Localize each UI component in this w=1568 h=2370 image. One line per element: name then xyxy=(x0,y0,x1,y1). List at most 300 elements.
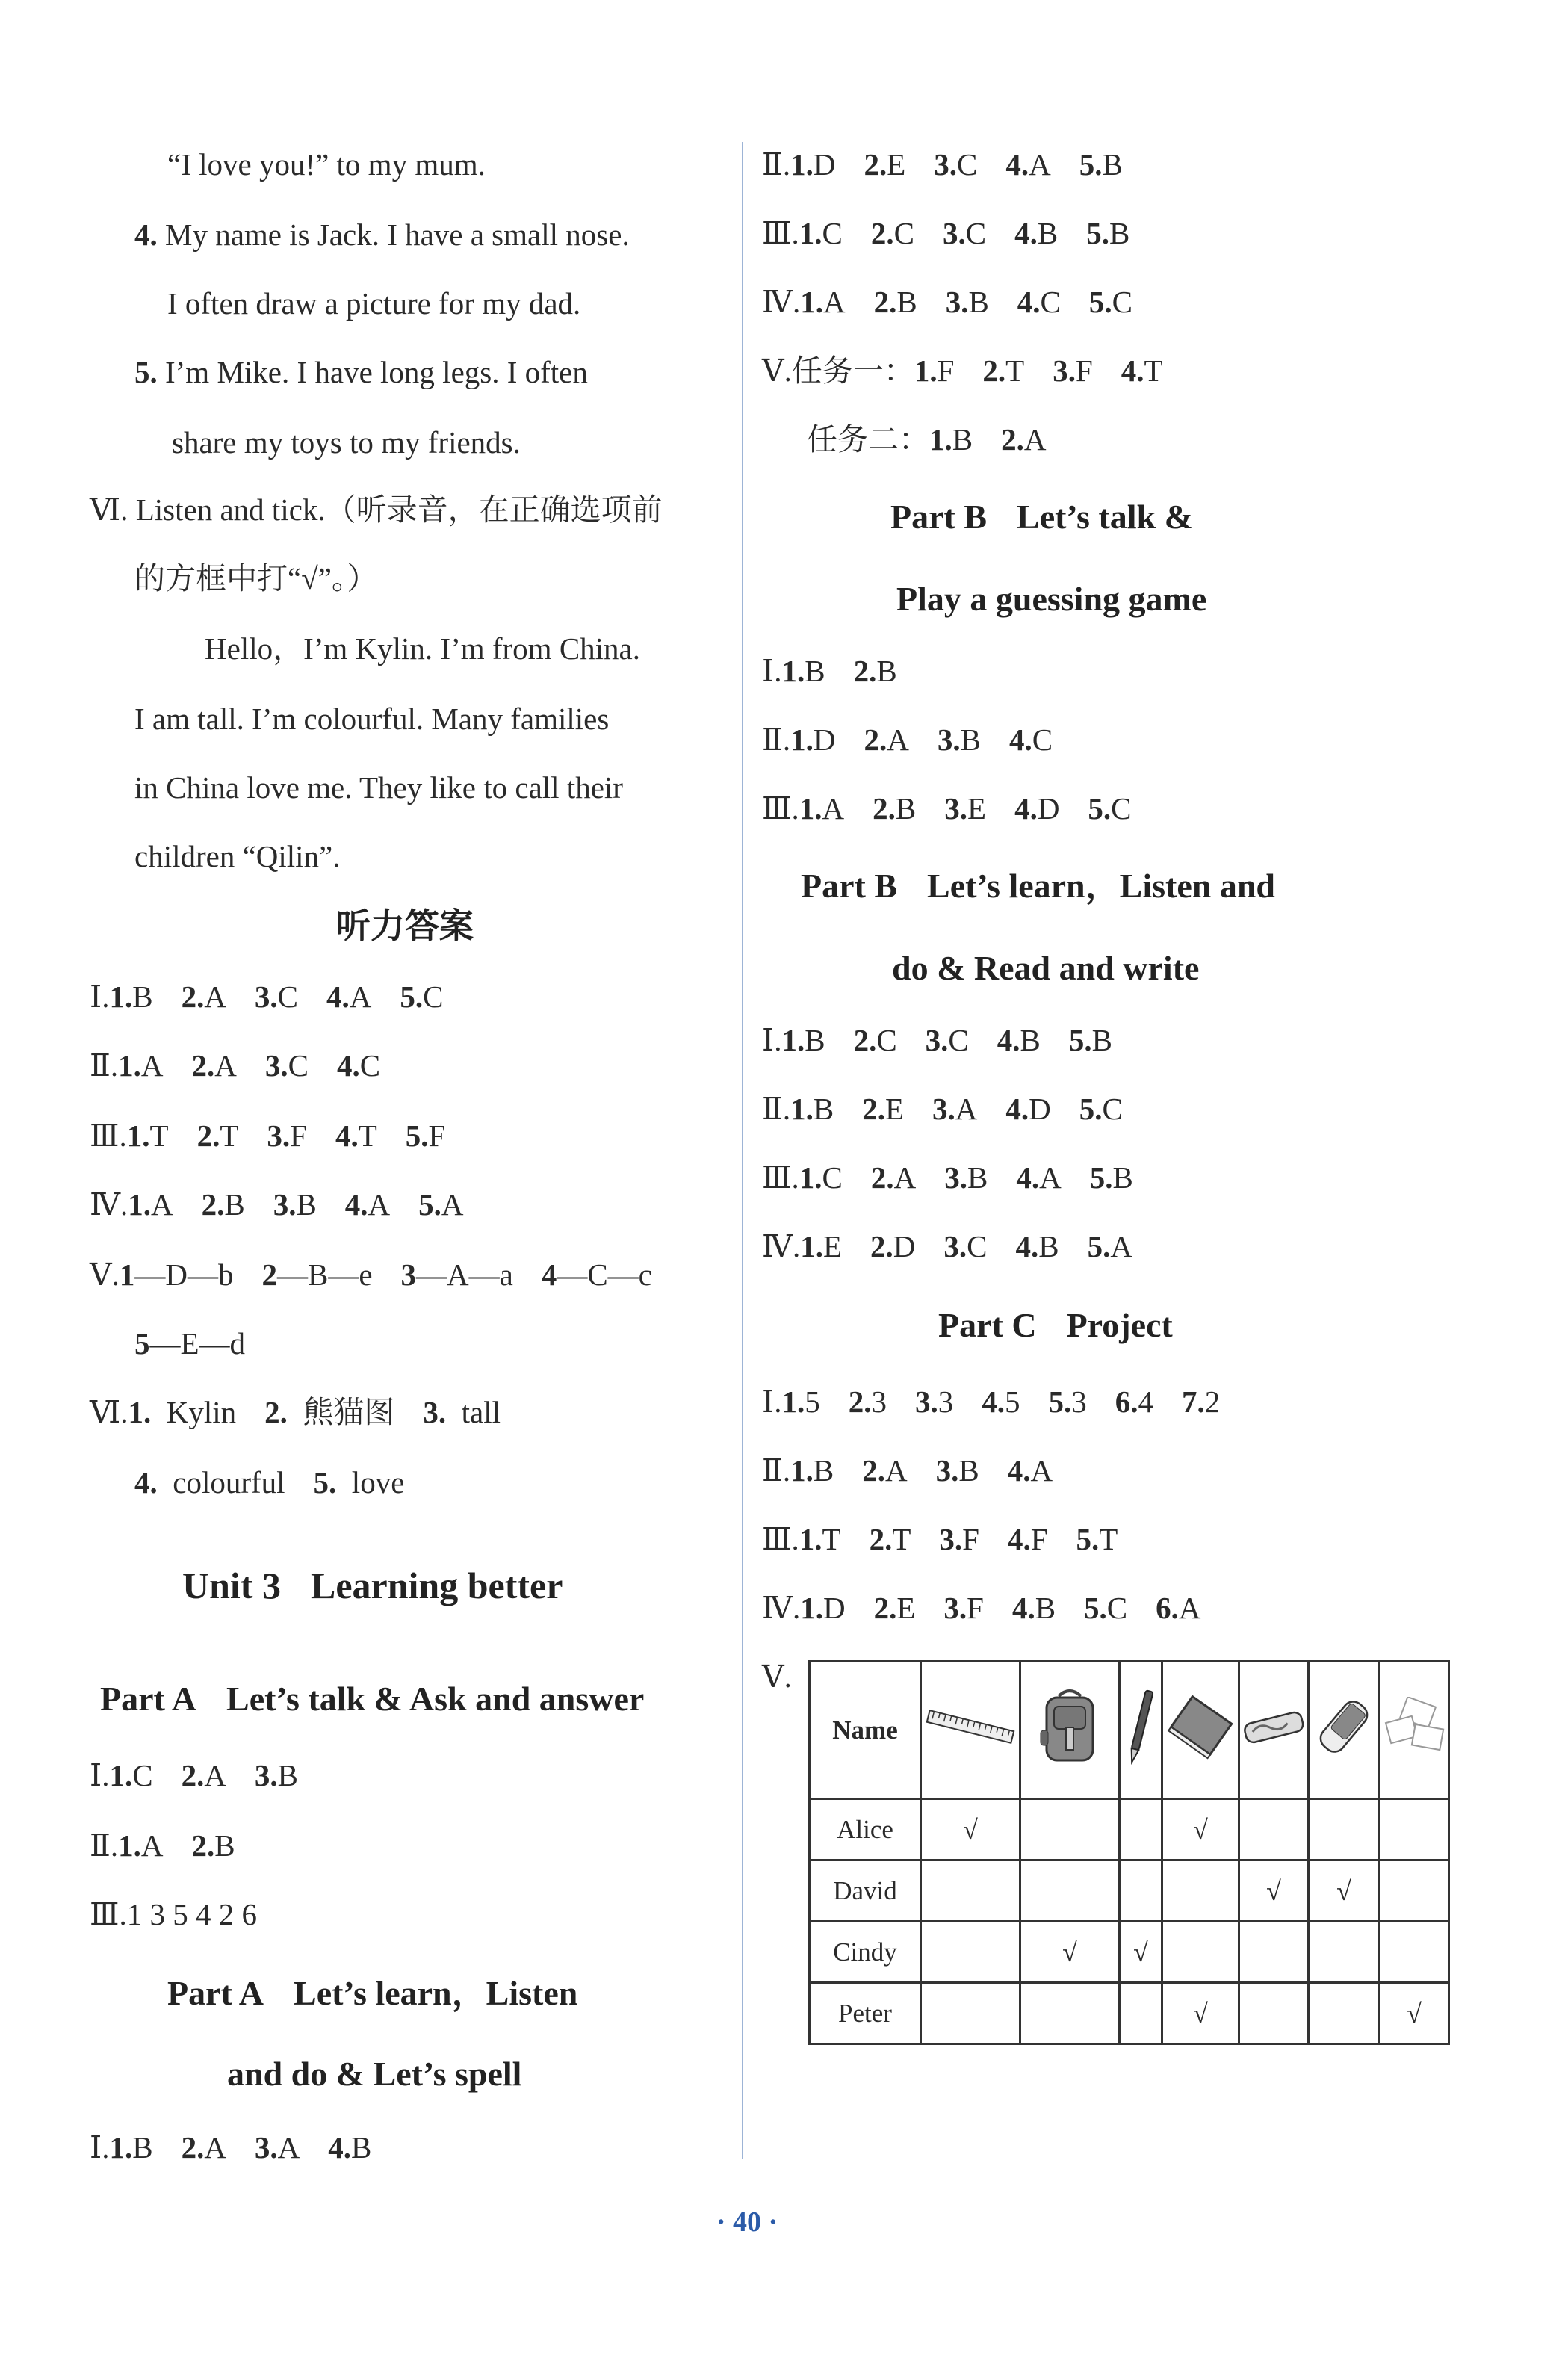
answer-value: 5 xyxy=(1004,1384,1020,1419)
answer-value: C xyxy=(277,980,299,1014)
answer-item xyxy=(1014,212,1058,254)
question-number: 5. xyxy=(405,1119,429,1153)
question-number: 5. xyxy=(400,980,424,1014)
answer-item xyxy=(1012,1587,1056,1629)
answer-item xyxy=(799,212,843,254)
roman-numeral: Ⅰ. xyxy=(762,654,782,688)
answer-item xyxy=(1086,212,1129,254)
answer-value: C xyxy=(1102,1092,1123,1126)
schoolbag-icon xyxy=(1020,1662,1120,1799)
answer-item xyxy=(929,418,973,460)
question-number: 7. xyxy=(1181,1384,1205,1419)
answer-item xyxy=(127,1893,257,1935)
question-number: 4. xyxy=(335,1119,359,1153)
roman-numeral: Ⅳ. xyxy=(90,1187,128,1222)
question-number: 4. xyxy=(1014,216,1038,250)
answer-item xyxy=(1079,1088,1123,1130)
question-number: 3. xyxy=(943,216,966,250)
answer-value: 3 xyxy=(1071,1384,1087,1419)
answer-item xyxy=(1156,1587,1200,1629)
answer-item xyxy=(870,1225,915,1267)
answer-item xyxy=(1005,1088,1050,1130)
answer-item xyxy=(418,1184,463,1225)
answer-item xyxy=(423,1391,501,1433)
roman-numeral: Ⅵ. xyxy=(90,1395,128,1429)
question-number: 5. xyxy=(1079,1092,1103,1126)
question-number: 3. xyxy=(937,723,961,757)
question-number: 5. xyxy=(1088,285,1112,319)
answer-item xyxy=(800,281,845,323)
answer-value: B xyxy=(960,723,981,757)
question-number: 2. xyxy=(862,1092,885,1126)
answer-item xyxy=(1015,1225,1059,1267)
answer-item xyxy=(128,1184,173,1225)
answer-item xyxy=(197,1115,239,1157)
roman-numeral: Ⅲ. xyxy=(762,1160,799,1195)
answer-value: B xyxy=(214,1828,235,1863)
check-mark-cell: √ xyxy=(921,1799,1020,1860)
question-number: 1. xyxy=(109,1758,133,1792)
roman-numeral: Ⅰ. xyxy=(762,1384,782,1419)
answer-value: A xyxy=(887,723,909,757)
answer-value: T xyxy=(1099,1522,1118,1556)
answer-value: C xyxy=(359,1048,381,1083)
question-number: 5. xyxy=(1076,1522,1100,1556)
question-number: 1. xyxy=(790,1453,814,1488)
answer-value: F xyxy=(1030,1522,1048,1556)
answer-item xyxy=(938,719,981,761)
text: My name is Jack. I have a small nose. xyxy=(157,217,630,252)
roman-numeral: Ⅱ. xyxy=(762,723,791,757)
text-line xyxy=(134,214,630,256)
answer-value: A xyxy=(214,1048,237,1083)
question-number: 3. xyxy=(1053,353,1076,388)
answer-item xyxy=(849,1381,887,1423)
answer-item xyxy=(1090,1157,1133,1198)
roman-numeral: Ⅱ. xyxy=(90,1048,119,1083)
pen-icon xyxy=(1120,1662,1162,1799)
answer-value: B xyxy=(958,1453,979,1488)
empty-cell xyxy=(921,1860,1020,1922)
answer-item xyxy=(134,1461,285,1503)
question-number: 1 xyxy=(119,1257,135,1292)
question-number: 1. xyxy=(118,1048,141,1083)
answer-value: A xyxy=(204,980,226,1014)
answer-item xyxy=(862,1088,904,1130)
answer-value: D xyxy=(1029,1092,1051,1126)
question-number: 1. xyxy=(128,1187,151,1222)
answer-item xyxy=(790,143,835,185)
roman-numeral: Ⅰ. xyxy=(90,1758,110,1792)
answer-item xyxy=(926,1019,969,1061)
question-number: 2. xyxy=(181,1758,205,1792)
question-number: 2. xyxy=(1001,422,1024,457)
question-number: 2. xyxy=(870,1160,894,1195)
answer-value: B xyxy=(224,1187,245,1222)
answer-value: F xyxy=(967,1591,984,1625)
answer-value: B xyxy=(351,2130,372,2165)
question-number: 1. xyxy=(929,422,952,457)
answer-value: B xyxy=(876,654,897,688)
answer-line xyxy=(90,1391,529,1433)
empty-cell xyxy=(1162,1860,1239,1922)
answer-item xyxy=(314,1461,405,1503)
empty-cell xyxy=(1309,1983,1380,2044)
answer-line xyxy=(762,1088,1151,1130)
answer-value: 3 xyxy=(871,1384,887,1419)
question-number: 1. xyxy=(799,791,822,826)
question-number: 1. xyxy=(109,980,133,1014)
answer-value: C xyxy=(1040,285,1061,319)
answer-item xyxy=(109,2126,152,2168)
items-table xyxy=(808,1660,1450,2045)
answer-item xyxy=(337,1045,380,1086)
question-number: 2. xyxy=(862,1453,885,1488)
answer-value: colourful xyxy=(157,1465,285,1500)
answer-line xyxy=(762,719,1081,761)
question-number: 1. xyxy=(128,1395,152,1429)
part-title: Let’s learn，Listen xyxy=(294,1974,578,2012)
question-number: 5. xyxy=(1086,216,1109,250)
answer-item xyxy=(854,1019,897,1061)
answer-value: B xyxy=(277,1758,299,1792)
answer-line xyxy=(762,1019,1141,1061)
answer-item xyxy=(943,1225,987,1267)
answer-value: A xyxy=(1110,1229,1132,1263)
question-number: 3. xyxy=(943,1591,967,1625)
answer-value: C xyxy=(1106,1591,1128,1625)
answer-value: T xyxy=(1005,353,1025,388)
answer-value: B xyxy=(952,422,973,457)
answer-line xyxy=(762,1381,1248,1423)
answer-line xyxy=(762,1449,1081,1491)
question-number: 3. xyxy=(914,1384,938,1419)
answer-value: B xyxy=(1102,147,1123,182)
question-number: 4. xyxy=(1011,1591,1035,1625)
question-number: 4. xyxy=(1005,1092,1029,1126)
answer-value: A xyxy=(349,980,372,1014)
answer-item xyxy=(790,1088,834,1130)
answer-value: B xyxy=(1038,1229,1059,1263)
answer-line xyxy=(134,1322,273,1364)
answer-line xyxy=(762,1225,1161,1267)
question-number: 3 xyxy=(400,1257,417,1292)
question-number: 3. xyxy=(939,1522,963,1556)
answer-item xyxy=(1009,719,1053,761)
empty-cell xyxy=(1380,1799,1449,1860)
section-heading-cont: and do & Let’s spell xyxy=(227,2055,522,2093)
answer-item xyxy=(1182,1381,1220,1423)
roman-numeral: Ⅵ. xyxy=(90,492,128,527)
empty-cell xyxy=(1239,1983,1309,2044)
answer-item xyxy=(781,1381,819,1423)
section-heading xyxy=(167,1971,577,2016)
section-heading xyxy=(938,1303,1173,1348)
answer-value: —E—d xyxy=(149,1326,246,1361)
answer-value: 熊猫图 xyxy=(287,1395,395,1429)
answer-value: B xyxy=(296,1187,317,1222)
answer-value: F xyxy=(937,353,955,388)
answer-value: A xyxy=(822,791,845,826)
question-number: 5 xyxy=(134,1326,150,1361)
answer-item xyxy=(1008,1518,1048,1560)
question-number: 4. xyxy=(1016,1160,1040,1195)
answer-item xyxy=(781,1019,825,1061)
question-number: 2. xyxy=(864,723,887,757)
answer-item xyxy=(800,1225,842,1267)
answer-value: C xyxy=(965,216,987,250)
answer-item xyxy=(939,1518,979,1560)
answer-line xyxy=(90,1893,285,1935)
question-number: 3. xyxy=(423,1395,447,1429)
question-number: 2. xyxy=(196,1119,220,1153)
pencil-box-icon xyxy=(1239,1662,1309,1799)
answer-value: E xyxy=(887,147,906,182)
answer-item xyxy=(1005,143,1050,185)
answer-line xyxy=(762,788,1160,829)
table-row xyxy=(810,1799,1449,1860)
question-number: 4. xyxy=(326,980,350,1014)
part-label: Part A xyxy=(167,1974,264,2012)
answer-line xyxy=(90,1254,681,1296)
question-number: 4. xyxy=(1121,353,1144,388)
question-number: 3. xyxy=(943,1229,967,1263)
answer-value: T xyxy=(149,1119,169,1153)
question-number: 3. xyxy=(254,1758,278,1792)
answer-value: A xyxy=(368,1187,391,1222)
answer-value: B xyxy=(132,980,153,1014)
question-number: 5. xyxy=(418,1187,441,1222)
question-number: 5. xyxy=(1084,1591,1107,1625)
item-number: 5. xyxy=(134,355,158,389)
answer-item xyxy=(799,1518,841,1560)
answer-item xyxy=(109,976,152,1018)
question-number: 2. xyxy=(264,1395,288,1429)
answer-value: A xyxy=(1023,422,1047,457)
text-line: children “Qilin”. xyxy=(134,839,341,873)
part-title: Let’s learn，Listen and xyxy=(927,867,1275,905)
answer-item xyxy=(345,1184,390,1225)
answer-item xyxy=(1089,281,1132,323)
question-number: 1. xyxy=(799,1160,822,1195)
answer-line xyxy=(134,1461,433,1503)
answer-value: D xyxy=(813,147,836,182)
answer-value: C xyxy=(1111,791,1132,826)
answer-item xyxy=(854,650,897,692)
answer-item xyxy=(790,1449,834,1491)
text-line: share my toys to my friends. xyxy=(172,425,521,460)
roman-numeral: Ⅲ. xyxy=(90,1119,127,1153)
table-row xyxy=(810,1922,1449,1983)
answer-value: B xyxy=(1020,1023,1041,1057)
answer-line xyxy=(762,350,1192,392)
answer-value: T xyxy=(892,1522,911,1556)
answer-value: A xyxy=(140,1048,164,1083)
answer-item xyxy=(1088,1225,1132,1267)
question-number: 2. xyxy=(873,285,897,319)
question-number: 3. xyxy=(254,2130,278,2165)
part-title: Project xyxy=(1066,1306,1173,1344)
answer-line xyxy=(90,1754,326,1796)
question-number: 2. xyxy=(181,2130,205,2165)
answer-value: —C—c xyxy=(557,1257,652,1292)
page-number: · 40 · xyxy=(716,2206,778,2238)
question-number: 1. xyxy=(800,1229,823,1263)
part-title: Let’s talk & xyxy=(1017,498,1193,536)
answer-value: C xyxy=(948,1023,969,1057)
answer-item xyxy=(932,1088,977,1130)
check-mark-cell: √ xyxy=(1309,1860,1380,1922)
answer-value: A xyxy=(204,2130,226,2165)
answer-item xyxy=(800,1587,845,1629)
part-label: Part C xyxy=(938,1306,1037,1344)
answer-item xyxy=(1084,1587,1127,1629)
answer-value: —B—e xyxy=(276,1257,373,1292)
question-number: 3. xyxy=(945,285,969,319)
empty-cell xyxy=(1020,1799,1120,1860)
part-label: Part B xyxy=(801,867,898,905)
answer-item xyxy=(406,1115,446,1157)
question-number: 3. xyxy=(273,1187,297,1222)
answer-value: love xyxy=(336,1465,405,1500)
answer-value: C xyxy=(893,216,915,250)
text-line: I often draw a picture for my dad. xyxy=(167,286,581,321)
answer-value: C xyxy=(1032,723,1053,757)
empty-cell xyxy=(1380,1922,1449,1983)
section-heading xyxy=(100,1677,644,1721)
answer-value: B xyxy=(132,2130,153,2165)
answer-line xyxy=(762,281,1161,323)
answer-item xyxy=(914,350,955,392)
answer-item xyxy=(120,1254,234,1296)
check-mark-cell: √ xyxy=(1380,1983,1449,2044)
answer-value: A xyxy=(884,1453,908,1488)
answer-item xyxy=(982,1381,1020,1423)
answer-item xyxy=(191,1045,236,1086)
answer-value: A xyxy=(441,1187,464,1222)
unit-title xyxy=(182,1563,563,1608)
roman-numeral: Ⅱ. xyxy=(90,1828,119,1863)
answer-item xyxy=(255,1754,298,1796)
question-number: 1. xyxy=(118,1828,141,1863)
question-number: 4. xyxy=(1005,147,1029,182)
column-divider xyxy=(742,142,743,2159)
roman-numeral: Ⅱ. xyxy=(762,1092,791,1126)
question-number: 2 xyxy=(261,1257,277,1292)
answer-item xyxy=(862,1449,907,1491)
question-number: 1. xyxy=(800,285,823,319)
eraser-icon xyxy=(1309,1662,1380,1799)
question-number: 4. xyxy=(1014,791,1038,826)
answer-item xyxy=(128,1391,237,1433)
answer-line xyxy=(762,1157,1162,1198)
answer-item xyxy=(1121,350,1163,392)
answer-value: B xyxy=(896,285,917,319)
question-number: 3. xyxy=(934,147,958,182)
question-number: 2. xyxy=(181,980,205,1014)
answer-item xyxy=(874,281,917,323)
question-number: 1. xyxy=(799,216,822,250)
answer-value: T xyxy=(220,1119,239,1153)
answer-value: B xyxy=(1035,1591,1056,1625)
check-mark-cell: √ xyxy=(1162,1799,1239,1860)
answer-item xyxy=(182,2126,226,2168)
answer-value: B xyxy=(895,791,917,826)
answer-item xyxy=(1017,281,1061,323)
unit-number: Unit 3 xyxy=(182,1565,281,1606)
question-number: 3. xyxy=(935,1453,959,1488)
answer-item xyxy=(1008,1449,1053,1491)
roman-numeral: Ⅳ. xyxy=(762,1591,801,1625)
question-number: 4. xyxy=(1007,1522,1031,1556)
answer-value: B xyxy=(967,1160,988,1195)
answer-line xyxy=(90,1115,474,1157)
roman-numeral: 任务二： xyxy=(807,422,929,457)
question-number: 4. xyxy=(134,1465,158,1500)
answer-line xyxy=(807,418,1074,460)
question-number: 5. xyxy=(1079,147,1103,182)
book-icon xyxy=(1162,1662,1239,1799)
question-number: 1. xyxy=(781,1023,805,1057)
answer-item xyxy=(873,788,916,829)
section-heading-cont: do & Read and write xyxy=(892,949,1200,987)
answer-item xyxy=(118,1825,163,1866)
unit-subtitle: Learning better xyxy=(310,1565,563,1606)
answer-value: C xyxy=(876,1023,897,1057)
answer-item xyxy=(946,281,989,323)
empty-cell xyxy=(1120,1983,1162,2044)
text-line xyxy=(134,351,588,393)
question-number: 1. xyxy=(126,1119,150,1153)
text-line: Hello，I’m Kylin. I’m from China. xyxy=(205,631,641,666)
answer-value: 3 xyxy=(938,1384,954,1419)
roman-numeral: Ⅲ. xyxy=(90,1897,127,1931)
answer-value: B xyxy=(813,1453,834,1488)
roman-numeral: Ⅳ. xyxy=(762,285,801,319)
answer-value: C xyxy=(822,216,843,250)
answer-item xyxy=(864,143,905,185)
question-number: 2. xyxy=(869,1522,893,1556)
answer-item xyxy=(982,350,1024,392)
text-line: 的方框中打“√”。） xyxy=(134,561,378,595)
question-number: 2. xyxy=(870,216,894,250)
item-number: 4. xyxy=(134,217,158,252)
answer-item xyxy=(790,719,835,761)
answer-value: B xyxy=(1037,216,1059,250)
answer-item xyxy=(781,650,825,692)
answer-item xyxy=(915,1381,953,1423)
answer-item xyxy=(328,2126,371,2168)
answer-item xyxy=(871,212,914,254)
answer-value: A xyxy=(1029,147,1051,182)
student-name: Cindy xyxy=(810,1922,921,1983)
answer-line xyxy=(90,1825,264,1866)
roman-numeral: Ⅲ. xyxy=(762,791,799,826)
roman-numeral: Ⅱ. xyxy=(762,147,791,182)
roman-numeral: Ⅴ. xyxy=(762,1659,792,1694)
answer-value: Kylin xyxy=(151,1395,237,1429)
student-name: David xyxy=(810,1860,921,1922)
answer-item xyxy=(542,1254,652,1296)
paper-icon xyxy=(1380,1662,1449,1799)
question-number: 4. xyxy=(1008,723,1032,757)
answer-item xyxy=(267,1115,307,1157)
answer-item xyxy=(1115,1381,1153,1423)
answer-value: A xyxy=(1178,1591,1201,1625)
question-number: 6. xyxy=(1156,1591,1179,1625)
answer-item xyxy=(1014,788,1059,829)
question-number: 1. xyxy=(790,147,814,182)
